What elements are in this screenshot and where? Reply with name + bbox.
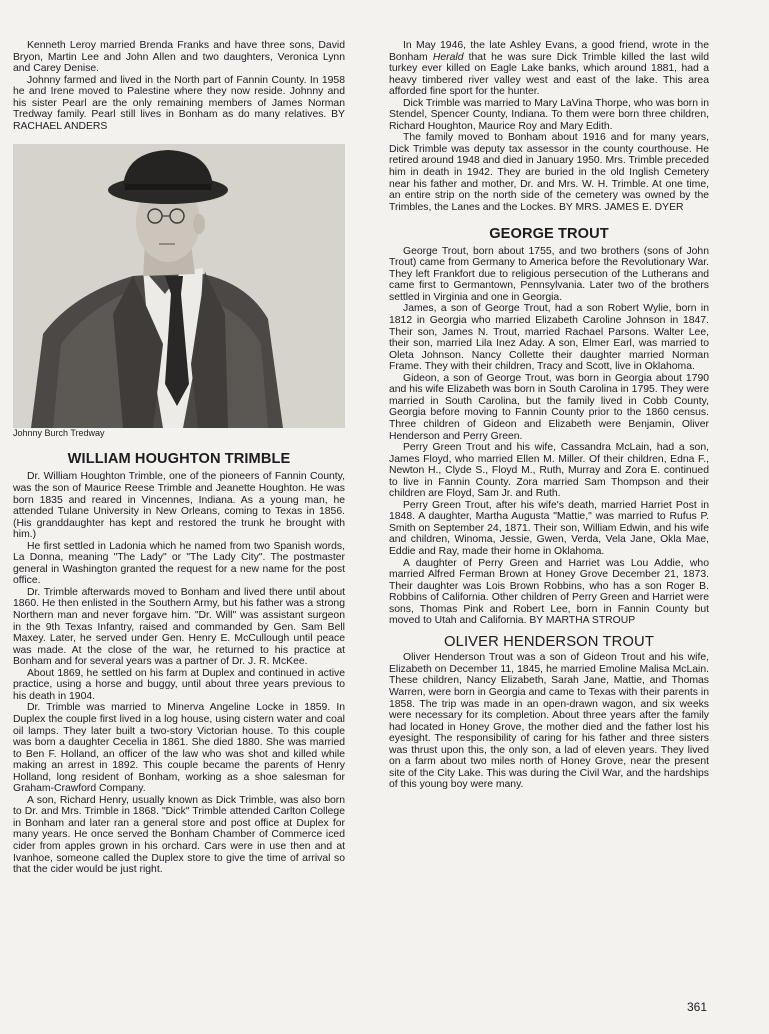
text-span: In May 1946, the late Ashley Evans, a good friend, wrote in the Bonham [389, 40, 709, 63]
paragraph [389, 40, 709, 98]
paragraph: About 1869, he settled on his farm at Duplex and continued in active practice, using a horse and buggy, until about three years previous to his death in 1904. [13, 667, 345, 702]
paragraph: James, a son of George Trout, had a son Robert Wylie, born in 1812 in Georgia who married Elizabeth Caroline Johnson in 1847. Their son, James N. Trout, married Rachael Parsons. Walter Lee, their son, married Lila Inez Aday. A son, Elmer Earl, was married to Oleta Johnson. Nancy Collette their daughter married Norman Frame. They with their children, Tracy and Scott, live in Oklahoma. [389, 303, 709, 373]
section-title: OLIVER HENDERSON TROUT [444, 633, 654, 650]
paragraph: A son, Richard Henry, usually known as Dick Trimble, was also born to Dr. and Mrs. Trimble in 1868. "Dick" Trimble attended Carlton College in Bonham and later ran a general store and post office at Duplex for many years. He once served the Bonham Chamber of Commerce iced cider from apples grown in his orchard. Cars were in use then and at Ivanhoe, someone called the Duplex store to give the time of arrival so that the cider would be just right. [13, 794, 345, 876]
paragraph: He first settled in Ladonia which he named from two Spanish words, La Donna, meaning "The Lady" or "The Lady City". The postmaster general in Washington granted the request for a new name for the post office. [13, 540, 345, 587]
paragraph: Dr. William Houghton Trimble, one of the pioneers of Fannin County, was the son of Maurice Reese Trimble and Jeanette Houghton. He was born 1835 and reared in Vincennes, Indiana. As a young man, he attended Tulane University in New Orleans, coming to Texas in 1856. (His granddaughter has kept and restored the trunk he brought with him.) [13, 471, 345, 541]
paragraph: A daughter of Perry Green and Harriet was Lou Addie, who married Alfred Ferman Brown at Honey Grove December 21, 1873. Their daughter was Lois Brown Robbins, who has a son Roger B. Robbins of California. Other children of Perry Green and Harriet were sons, Thomas Pink and Robert Lee, born in Fannin County but moved to Utah and California. BY MARTHA STROUP [389, 557, 709, 627]
page-number: 361 [687, 1000, 708, 1014]
paragraph: The family moved to Bonham about 1916 and for many years, Dick Trimble was deputy tax assessor in the county courthouse. He retired around 1948 and died in January 1950. Mrs. Trimble preceded him in death in 1942. They are buried in the old Inglish Cemetery near his father and mother, Dr. and Mrs. W. H. Trimble. At one time, an entire strip on the north side of the cemetery was owned by the Trimbles, the Lanes and the Lockes. BY MRS. JAMES E. DYER [389, 132, 709, 213]
paragraph: Oliver Henderson Trout was a son of Gideon Trout and his wife, Elizabeth on December 11, 1845, he married Emoline Malisa McLain. These children, Nancy Elizabeth, Sarah Jane, Mattie, and Thomas Warren, were born in Georgia and came to Texas with their parents in 1858. The trip was made in an open-drawn wagon, and six weeks were necessary for its completion. About three years after the family had located in Honey Grove, the mother died and the father lost his eyesight. The responsibility of caring for his father and three sisters was thrust upon this, the only son, a lad of eleven years. They lived on a farm about two miles north of Honey Grove, near the present site of the City Lake. This was during the Civil War, and the hardships of this young boy were many. [389, 652, 709, 791]
text-span: that he was sure Dick Trimble killed the last wild turkey ever killed on Eagle Lake banks, which around 1881, had a heavy timbered river valley west and east of the lake. This area afforded fine sport for the hunter. [389, 51, 710, 98]
right-column [389, 40, 709, 791]
photo-caption: Johnny Burch Tredway [13, 428, 105, 439]
paragraph: Perry Green Trout and his wife, Cassandra McLain, had a son, James Floyd, who married Ellen M. Miller. Of their children, Edna F., Newton H., Clyde S., Floyd M., Ruth, Murray and Zora E. continued to live in Fannin County. Zora married Sam Thompson and their children are Floyd, Sam Jr. and Ruth. [389, 442, 709, 500]
paragraph: Dr. Trimble afterwards moved to Bonham and lived there until about 1860. He then enlisted in the Southern Army, but his father was a strong Northern man and never forgave him. "Dr. Will" was assistant surgeon in the 9th Texas Infantry, raised and commanded by Gen. Sam Bell Maxey. Later, he served under Gen. Henry E. McCullough until peace was made. At the close of the war, he returned to his practice at Bonham and for several years was a partner of Dr. J. R. McKee. [13, 586, 345, 668]
section-title: GEORGE TROUT [489, 226, 609, 243]
paragraph: Gideon, a son of George Trout, was born in Georgia about 1790 and his wife Elizabeth was born in South Carolina in 1795. They were married in South Carolina, but the family lived in Cobb County, Georgia before moving to Fannin County prior to the 1860 census. Three children of Gideon and Elizabeth were Benjamin, Oliver Henderson and Perry Green. [389, 372, 709, 442]
section-title: WILLIAM HOUGHTON TRIMBLE [67, 450, 291, 467]
paragraph: George Trout, born about 1755, and two brothers (sons of John Trout) came from Germany to America before the Revolutionary War. They left Frankfort due to religious persecution of the Lutherans and came first to Germantown, Pennsylvania. Later two of the brothers settled in Virginia and one in Georgia. [389, 245, 709, 303]
newspaper-name: Herald [432, 51, 464, 63]
paragraph: Dr. Trimble was married to Minerva Angeline Locke in 1859. In Duplex the couple first lived in a log house, using cistern water and coal oil lamps. They later built a two-story Victorian house. To this couple was born a daughter Cecelia in 1861. She died 1880. She was married to Ben F. Holland, an officer of the law who was shot and killed while making an arrest in 1892. This couple became the parents of Henry Holland, long resident of Bonham, working as a shoe salesman for Graham-Crawford Company. [13, 702, 345, 795]
portrait-photo [13, 144, 345, 428]
left-column [13, 40, 345, 876]
paragraph: Dick Trimble was married to Mary LaVina Thorpe, who was born in Stendel, Spencer County, Indiana. To them were born three children, Richard Houghton, Maurice Roy and Mary Edith. [389, 97, 709, 132]
paragraph: Johnny farmed and lived in the North part of Fannin County. In 1958 he and Irene moved to Palestine where they now reside. Johnny and his sister Pearl are the only remaining members of James Norman Tredway family. Pearl still lives in Bonham as do many relatives. BY RACHAEL ANDERS [13, 74, 345, 132]
paragraph: Perry Green Trout, after his wife's death, married Harriet Post in 1848. A daughter, Martha Augusta "Mattie," was married to Rufus P. Smith on September 24, 1871. Their son, William Edwin, and his wife and children, Winoma, Jessie, Gwen, Verda, Vela Jane, Okla Mae, Eddie and Ray, made their home in Oklahoma. [389, 499, 709, 557]
paragraph: Kenneth Leroy married Brenda Franks and have three sons, David Bryon, Martin Lee and John Allen and two daughters, Veronica Lynn and Carey Denise. [13, 40, 345, 75]
